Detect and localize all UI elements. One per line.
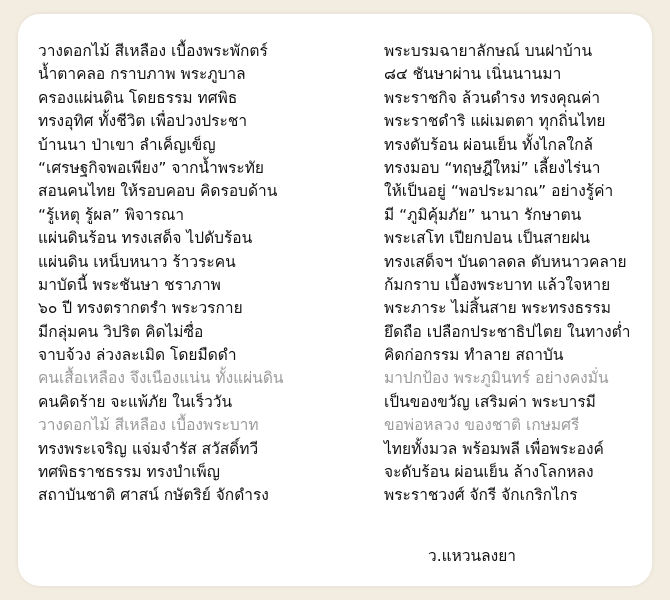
poem-line: ไทยทั้งมวล พร้อมพลี เพื่อพระองค์ bbox=[384, 439, 604, 458]
poem-line: ๘๔ ชันษาผ่าน เนิ่นนานมา bbox=[384, 65, 562, 84]
poem-line: ครองแผ่นดิน โดยธรรม ทศพิธ bbox=[38, 88, 238, 107]
poem-line: พระราชดำริ แผ่เมตตา ทุกถิ่นไทย bbox=[384, 112, 606, 131]
poem-line: ทรงอุทิศ ทั้งชีวิต เพื่อปวงประชา bbox=[38, 112, 248, 131]
poem-line: แผ่นดิน เหน็บหนาว ร้าวระคน bbox=[38, 252, 236, 271]
poem-line: คิดก่อกรรม ทำลาย สถาบัน bbox=[384, 346, 564, 365]
poem-line: มาบัดนี้ พระชันษา ชราภาพ bbox=[38, 275, 221, 294]
poem-line: พระราชวงศ์ จักรี จักเกริกไกร bbox=[384, 486, 578, 505]
poem-line: ทรงมอบ “ทฤษฎีใหม่” เลี้ยงไร่นา bbox=[384, 158, 601, 177]
poem-line: “รู้เหตุ รู้ผล” พิจารณา bbox=[38, 205, 185, 224]
poem-line: คนคิดร้าย จะแพ้ภัย ในเร็ววัน bbox=[38, 392, 233, 411]
poem-line: มี “ภูมิคุ้มภัย” นานา รักษาตน bbox=[384, 205, 582, 224]
poem-line: พระราชกิจ ล้วนดำรง ทรงคุณค่า bbox=[384, 88, 601, 107]
poem-line: น้ำตาคลอ กราบภาพ พระภูบาล bbox=[38, 65, 246, 84]
poem-line: มาปกป้อง พระภูมินทร์ อย่างคงมั่น bbox=[384, 369, 609, 388]
poem-line: จาบจ้วง ล่วงละเมิด โดยมืดดำ bbox=[38, 346, 237, 365]
poem-line: สอนคนไทย ให้รอบคอบ คิดรอบด้าน bbox=[38, 182, 278, 201]
poem-line: วางดอกไม้ สีเหลือง เบื้องพระบาท bbox=[38, 416, 259, 435]
poem-line: ๖๐ ปี ทรงตรากตรำ พระวรกาย bbox=[38, 299, 243, 318]
poem-line: “เศรษฐกิจพอเพียง” จากน้ำพระทัย bbox=[38, 158, 265, 177]
poem-line: วางดอกไม้ สีเหลือง เบื้องพระพักตร์ bbox=[38, 42, 268, 60]
poem-line: สถาบันชาติ ศาสน์ กษัตริย์ จักดำรง bbox=[38, 486, 269, 505]
poem-line: ทรงเสด็จฯ บันดาลดล ดับหนาวคลาย bbox=[384, 252, 627, 271]
poem-line: ก้มกราบ เบื้องพระบาท แล้วใจหาย bbox=[384, 275, 611, 294]
poem-card bbox=[18, 14, 652, 586]
poem-line: ขอพ่อหลวง ของชาติ เกษมศรี bbox=[384, 416, 580, 435]
poem-line: พระบรมฉายาลักษณ์ บนฝาบ้าน bbox=[384, 42, 593, 60]
poem-line: ให้เป็นอยู่ “พอประมาณ” อย่างรู้ค่า bbox=[384, 182, 614, 201]
poem-line: ทรงดับร้อน ผ่อนเย็น ทั้งไกลใกล้ bbox=[384, 135, 593, 154]
poem-line: บ้านนา ป่าเขา ลำเค็ญเข็ญ bbox=[38, 135, 216, 154]
poem-line: จะดับร้อน ผ่อนเย็น ล้างโลกหลง bbox=[384, 463, 594, 482]
poem-line: คนเสื้อเหลือง จึงเนืองแน่น ทั้งแผ่นดิน bbox=[38, 369, 284, 388]
poem-line: ยึดถือ เปลือกประชาธิปไตย ในทางต่ำ bbox=[384, 322, 631, 341]
poem-line: พระเสโท เปียกปอน เป็นสายฝน bbox=[384, 229, 591, 248]
poem-line: เป็นของขวัญ เสริมค่า พระบารมี bbox=[384, 392, 596, 411]
poem-line: มีกลุ่มคน วิปริต คิดไม่ซื่อ bbox=[38, 322, 204, 341]
poem-author: ว.แหวนลงยา bbox=[428, 547, 516, 565]
poem-right-column bbox=[384, 40, 630, 508]
poem-line: ทศพิธราชธรรม ทรงบำเพ็ญ bbox=[38, 463, 220, 482]
poem-line: ทรงพระเจริญ แจ่มจำรัส สวัสดิ์ทวี bbox=[38, 439, 259, 458]
poem-left-column bbox=[38, 40, 284, 508]
poem-line: พระภาระ ไม่สิ้นสาย พระทรงธรรม bbox=[384, 299, 611, 318]
poem-line: แผ่นดินร้อน ทรงเสด็จ ไปดับร้อน bbox=[38, 229, 253, 248]
